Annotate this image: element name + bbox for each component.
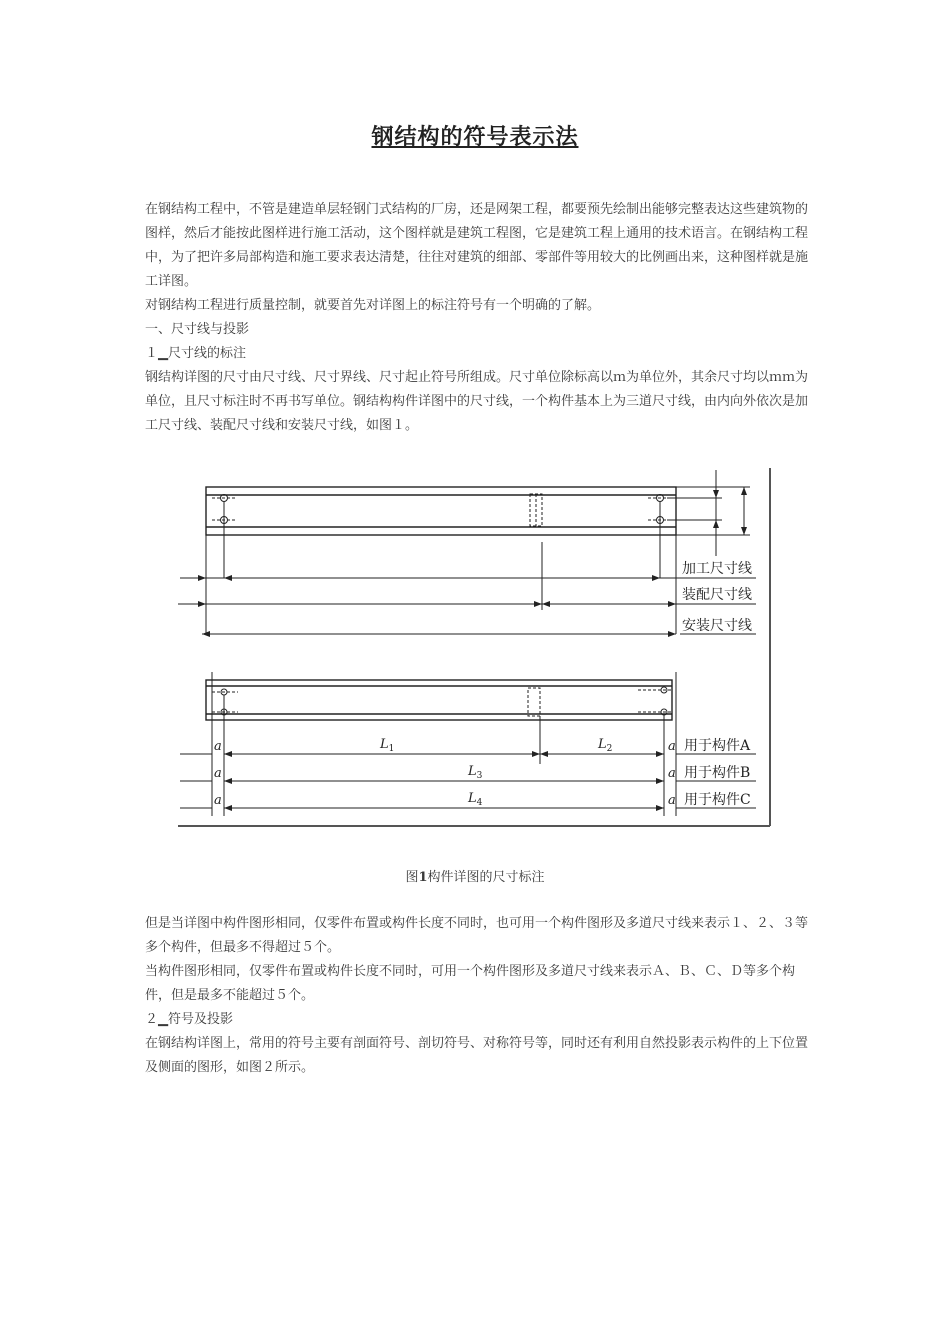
symbols-paragraph: 在钢结构详图上，常用的符号主要有剖面符号、剖切符号、对称符号等，同时还有利用自然投影表示构件的上下位置及侧面的图形，如图２所示。 <box>145 1036 809 1075</box>
label-member-c: 用于构件C <box>684 792 751 808</box>
same-shape-paragraph-numeric: 但是当详图中构件图形相同，仅零件布置或构件长度不同时，也可用一个构件图形及多道尺寸线来表示１、２、３等多个构件，但最多不得超过５个。 <box>145 916 809 955</box>
label-member-a: 用于构件A <box>684 738 751 754</box>
intro-paragraph: 在钢结构工程中，不管是建造单层轻钢门式结构的厂房，还是网架工程，都要预先绘制出能够完整表达这些建筑物的图样，然后才能按此图样进行施工活动，这个图样就是建筑工程图，它是建筑工程上通用的技术语言。在钢结构工程中，为了把许多局部构造和施工要求表达清楚，往往对建筑的细部、零部件等用较大的比例画出来，这种图样就是施工详图。 <box>145 202 809 289</box>
dim-a-left-row-a: a <box>214 739 222 754</box>
label-member-b: 用于构件B <box>684 765 751 781</box>
subsection-heading-1: １▁尺寸线的标注 <box>145 346 246 361</box>
dim-L2-label: $L_2$ <box>598 737 613 754</box>
dim-a-left-row-b: a <box>214 766 222 781</box>
caption-prefix: 图 <box>405 870 419 885</box>
dim-a-right-row-c: a <box>668 793 676 808</box>
caption-number: 1 <box>418 870 428 885</box>
same-shape-paragraph-letters: 当构件图形相同，仅零件布置或构件长度不同时，可用一个构件图形及多道尺寸线来表示Ａ、Ｂ、Ｃ、Ｄ等多个构件，但是最多不能超过５个。 <box>145 964 796 1003</box>
caption-text: 构件详图的尺寸标注 <box>427 870 545 885</box>
section-heading-1: 一、尺寸线与投影 <box>145 322 250 337</box>
figure-caption <box>0 866 950 885</box>
dim-a-left-row-c: a <box>214 793 222 808</box>
subsection-heading-2: ２▁符号及投影 <box>145 1012 233 1027</box>
dim-a-right-row-b: a <box>668 766 676 781</box>
label-processing-dim: 加工尺寸线 <box>682 561 752 577</box>
label-assembly-dim: 装配尺寸线 <box>682 587 752 603</box>
quality-paragraph: 对钢结构工程进行质量控制，就要首先对详图上的标注符号有一个明确的了解。 <box>145 298 601 313</box>
dim-a-right-row-a: a <box>668 739 676 754</box>
dimension-paragraph: 钢结构详图的尺寸由尺寸线、尺寸界线、尺寸起止符号所组成。尺寸单位除标高以ｍ为单位外，其余尺寸均以ｍｍ为单位，且尺寸标注时不再书写单位。钢结构构件详图中的尺寸线，一个构件基本上为三道尺寸线，由内向外依次是加工尺寸线、装配尺寸线和安装尺寸线，如图１。 <box>145 370 809 433</box>
dim-L1-label: $L_1$ <box>380 737 395 754</box>
dim-L3-label: $L_3$ <box>468 764 483 781</box>
document-title: 钢结构的符号表示法 <box>371 124 579 150</box>
figure-1-dimension-drawing <box>172 466 780 830</box>
dim-L4-label: $L_4$ <box>468 791 483 808</box>
label-installation-dim: 安装尺寸线 <box>682 618 752 634</box>
